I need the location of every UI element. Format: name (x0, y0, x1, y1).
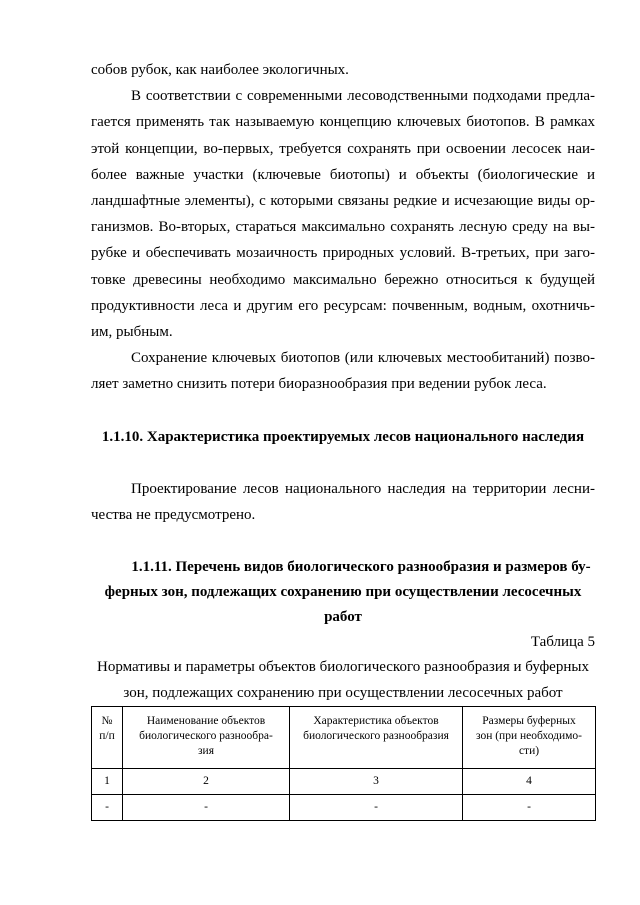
biodiversity-norms-table (91, 706, 596, 821)
section-heading-1-1-11 (91, 555, 595, 631)
caption-line: зон, подлежащих сохранению при осуществлении лесосечных работ (123, 684, 563, 701)
text-line: этой концепции, во-первых, требуется сохранять при освоении лесосек наи- (91, 140, 595, 157)
paragraph-biotope-preservation (91, 345, 595, 397)
table-cell: 3 (290, 768, 463, 794)
blank-line (91, 397, 595, 423)
table-header-row (92, 706, 596, 768)
text-line: товке древесины необходимо максимально бережно относиться к будущей (91, 271, 595, 288)
header-object-name (123, 706, 290, 768)
table-cell: 4 (463, 768, 596, 794)
paragraph-key-biotopes (91, 83, 595, 345)
header-text-line: сти) (518, 744, 540, 757)
header-row-number (92, 706, 123, 768)
blank-line (91, 528, 595, 554)
header-text-line: биологического разнообра- (139, 729, 273, 742)
table-cell: 2 (123, 768, 290, 794)
header-text-line: Характеристика объектов (313, 714, 439, 727)
table-cell: 1 (92, 768, 123, 794)
paragraph-continuation (91, 57, 595, 83)
text-line: гается применять так называемую концепцию ключевых биотопов. В рамках (91, 114, 595, 131)
table-caption (91, 655, 595, 705)
text-line: более важные участки (ключевые биотопы) и объекты (биологические и (91, 166, 595, 183)
text-line: Проектирование лесов национального наследия на территории лесни- (131, 481, 595, 497)
section-title: 1.1.10. Характеристика проектируемых лесов национального наследия (101, 428, 585, 445)
table-cell: - (92, 794, 123, 820)
text-line: им, рыбным. (91, 323, 173, 340)
table-cell: - (290, 794, 463, 820)
header-text-line: зия (198, 744, 214, 757)
header-text-line: Размеры буферных (482, 714, 576, 727)
table-row (92, 794, 596, 820)
table-cell: - (463, 794, 596, 820)
header-buffer-zone-size (463, 706, 596, 768)
text-line: чества не предусмотрено. (91, 507, 256, 524)
section-title-line: работ (324, 608, 362, 625)
paragraph-national-heritage (91, 476, 595, 528)
header-text-line: зон (при необходимо- (475, 729, 583, 742)
text-line: собов рубок, как наиболее экологичных. (91, 62, 349, 78)
caption-line: Нормативы и параметры объектов биологического разнообразия и буферных (97, 659, 589, 676)
header-text-line: № (101, 714, 113, 727)
section-heading-1-1-10 (91, 424, 595, 450)
text-line: продуктивности леса и другим его ресурсам: почвенным, водным, охотничь- (91, 297, 595, 314)
section-title-line: ферных зон, подлежащих сохранению при осуществлении лесосечных (104, 583, 582, 600)
header-text-line: биологического разнообразия (303, 729, 449, 742)
text-line: Сохранение ключевых биотопов (или ключевых местообитаний) позво- (131, 350, 595, 367)
table-cell: - (123, 794, 290, 820)
header-text-line: Наименование объектов (146, 714, 266, 727)
text-line: ляет заметно снизить потери биоразнообразия при ведении рубок леса. (91, 376, 547, 393)
text-line: В соответствии с современными лесоводственными подходами предла- (131, 88, 595, 105)
blank-line (91, 450, 595, 476)
header-object-characteristics (290, 706, 463, 768)
table-number-label: Таблица 5 (530, 634, 595, 651)
text-line: ландшафтные элементы), с которыми связаны редкие и исчезающие виды ор- (91, 192, 595, 209)
table-row (92, 768, 596, 794)
header-text-line: п/п (99, 729, 115, 742)
text-line: ганизмов. Во-вторых, стараться максимально сохранять лесную среду на вы- (91, 219, 595, 236)
document-content (91, 57, 595, 821)
text-line: рубке и обеспечивать мозаичность природных условий. В-третьих, при заго- (91, 245, 595, 262)
section-title-line: 1.1.11. Перечень видов биологического разнообразия и размеров бу- (131, 558, 591, 575)
section-1-1-11 (91, 555, 595, 706)
